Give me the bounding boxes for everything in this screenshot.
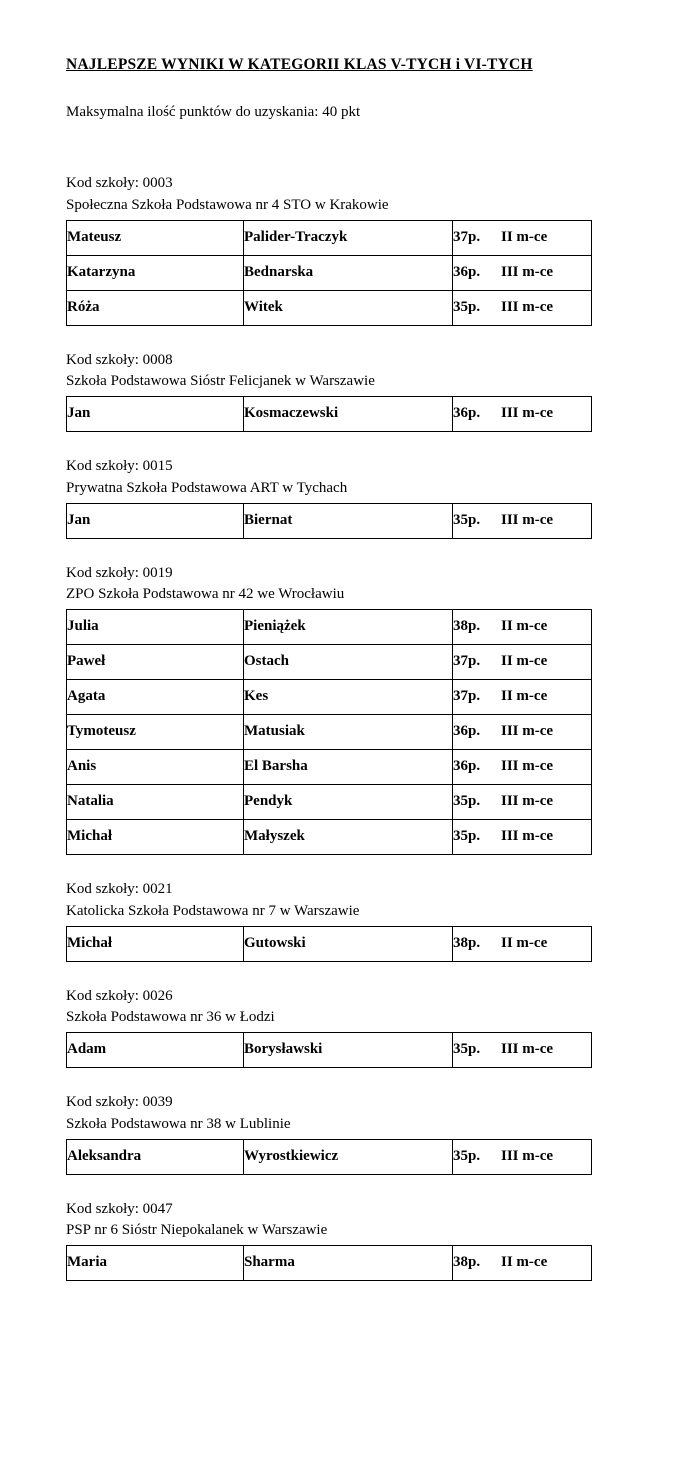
- results-table: [66, 926, 592, 962]
- points-value: 36p.: [453, 263, 481, 280]
- cell-first-name: Natalia: [67, 785, 244, 820]
- points-value: 35p.: [453, 298, 481, 315]
- points-place-wrapper: [453, 1148, 591, 1165]
- school-results-list: [66, 173, 638, 1281]
- cell-points-place: [453, 750, 592, 785]
- table-row: [67, 645, 592, 680]
- table-row: [67, 610, 592, 645]
- results-table: [66, 1032, 592, 1068]
- points-value: 36p.: [453, 723, 481, 739]
- table-row: [67, 1246, 592, 1281]
- cell-last-name: Wyrostkiewicz: [244, 1139, 453, 1174]
- cell-last-name: Biernat: [244, 503, 453, 538]
- school-block: [66, 986, 638, 1069]
- points-place-wrapper: [453, 1041, 591, 1058]
- cell-first-name: Agata: [67, 680, 244, 715]
- cell-points-place: [453, 715, 592, 750]
- school-code: Kod szkoły: 0003: [66, 175, 173, 191]
- cell-first-name: Jan: [67, 503, 244, 538]
- cell-first-name: Katarzyna: [67, 255, 244, 290]
- table-row: [67, 255, 592, 290]
- place-value: II m-ce: [501, 1254, 548, 1270]
- place-value: III m-ce: [501, 1147, 554, 1164]
- points-value: 35p.: [453, 1147, 481, 1164]
- cell-first-name: Adam: [67, 1033, 244, 1068]
- school-name: Prywatna Szkoła Podstawowa ART w Tychach: [66, 479, 348, 496]
- table-row: [67, 397, 592, 432]
- cell-last-name: Pieniążek: [244, 610, 453, 645]
- school-code: Kod szkoły: 0015: [66, 458, 173, 474]
- school-block: [66, 1199, 638, 1282]
- school-name: PSP nr 6 Sióstr Niepokalanek w Warszawie: [66, 1222, 328, 1239]
- points-place-wrapper: [453, 1254, 591, 1271]
- school-block: [66, 456, 638, 539]
- place-value: II m-ce: [501, 653, 548, 669]
- cell-last-name: Bednarska: [244, 255, 453, 290]
- points-value: 38p.: [453, 934, 481, 951]
- cell-last-name: Kosmaczewski: [244, 397, 453, 432]
- points-value: 38p.: [453, 1254, 481, 1270]
- place-value: III m-ce: [501, 793, 554, 809]
- place-value: III m-ce: [501, 1041, 554, 1057]
- cell-first-name: Róża: [67, 290, 244, 325]
- table-row: [67, 680, 592, 715]
- cell-first-name: Maria: [67, 1246, 244, 1281]
- school-block: [66, 1092, 638, 1175]
- school-code: Kod szkoły: 0021: [66, 881, 173, 897]
- cell-first-name: Julia: [67, 610, 244, 645]
- school-name: Szkoła Podstawowa nr 38 w Lublinie: [66, 1115, 291, 1132]
- cell-points-place: [453, 820, 592, 855]
- school-code: Kod szkoły: 0019: [66, 564, 173, 581]
- cell-points-place: [453, 290, 592, 325]
- cell-points-place: [453, 645, 592, 680]
- cell-last-name: Borysławski: [244, 1033, 453, 1068]
- points-place-wrapper: [453, 828, 591, 845]
- cell-points-place: [453, 926, 592, 961]
- school-name: Katolicka Szkoła Podstawowa nr 7 w Warszawie: [66, 902, 360, 919]
- school-code: Kod szkoły: 0039: [66, 1094, 173, 1110]
- points-value: 35p.: [453, 793, 481, 809]
- results-table: [66, 396, 592, 432]
- results-table: [66, 1245, 592, 1281]
- points-place-wrapper: [453, 405, 591, 422]
- place-value: III m-ce: [501, 511, 554, 528]
- school-code: Kod szkoły: 0047: [66, 1200, 173, 1217]
- points-place-wrapper: [453, 618, 591, 635]
- points-place-wrapper: [453, 688, 591, 705]
- cell-first-name: Tymoteusz: [67, 715, 244, 750]
- points-value: 36p.: [453, 758, 481, 774]
- cell-last-name: Matusiak: [244, 715, 453, 750]
- table-row: [67, 750, 592, 785]
- table-row: [67, 926, 592, 961]
- results-table: [66, 609, 592, 855]
- place-value: II m-ce: [501, 688, 548, 704]
- cell-points-place: [453, 503, 592, 538]
- results-table: [66, 503, 592, 539]
- table-row: [67, 820, 592, 855]
- points-value: 37p.: [453, 653, 481, 669]
- table-row: [67, 290, 592, 325]
- points-place-wrapper: [453, 793, 591, 810]
- results-table: [66, 1139, 592, 1175]
- cell-points-place: [453, 220, 592, 255]
- cell-last-name: Witek: [244, 290, 453, 325]
- cell-last-name: Małyszek: [244, 820, 453, 855]
- table-row: [67, 1033, 592, 1068]
- cell-last-name: El Barsha: [244, 750, 453, 785]
- cell-last-name: Palider-Traczyk: [244, 220, 453, 255]
- cell-points-place: [453, 680, 592, 715]
- school-block: [66, 173, 638, 326]
- points-value: 36p.: [453, 405, 481, 421]
- school-name: Szkoła Podstawowa Sióstr Felicjanek w Warszawie: [66, 373, 375, 390]
- place-value: II m-ce: [501, 618, 548, 634]
- cell-points-place: [453, 1033, 592, 1068]
- cell-points-place: [453, 255, 592, 290]
- cell-points-place: [453, 1246, 592, 1281]
- table-row: [67, 503, 592, 538]
- points-value: 37p.: [453, 688, 481, 704]
- cell-points-place: [453, 785, 592, 820]
- cell-points-place: [453, 397, 592, 432]
- cell-points-place: [453, 1139, 592, 1174]
- table-row: [67, 785, 592, 820]
- cell-last-name: Gutowski: [244, 926, 453, 961]
- school-block: [66, 350, 638, 433]
- points-value: 35p.: [453, 1041, 481, 1057]
- cell-first-name: Michał: [67, 926, 244, 961]
- page-title: NAJLEPSZE WYNIKI W KATEGORII KLAS V-TYCH i VI-TYCH: [66, 56, 533, 73]
- max-points-note: Maksymalna ilość punktów do uzyskania: 40 pkt: [66, 104, 361, 120]
- points-place-wrapper: [453, 653, 591, 670]
- points-place-wrapper: [453, 299, 591, 316]
- points-value: 37p.: [453, 228, 481, 245]
- school-name: Społeczna Szkoła Podstawowa nr 4 STO w Krakowie: [66, 196, 389, 213]
- place-value: III m-ce: [501, 298, 554, 315]
- table-row: [67, 715, 592, 750]
- place-value: III m-ce: [501, 405, 554, 421]
- table-row: [67, 220, 592, 255]
- cell-first-name: Anis: [67, 750, 244, 785]
- place-value: II m-ce: [501, 934, 548, 951]
- results-table: [66, 220, 592, 326]
- table-row: [67, 1139, 592, 1174]
- cell-points-place: [453, 610, 592, 645]
- school-code: Kod szkoły: 0026: [66, 987, 173, 1004]
- cell-first-name: Aleksandra: [67, 1139, 244, 1174]
- school-block: [66, 563, 638, 856]
- points-place-wrapper: [453, 935, 591, 952]
- cell-first-name: Mateusz: [67, 220, 244, 255]
- points-value: 35p.: [453, 828, 481, 844]
- cell-last-name: Sharma: [244, 1246, 453, 1281]
- points-place-wrapper: [453, 229, 591, 246]
- points-value: 35p.: [453, 511, 481, 528]
- school-block: [66, 879, 638, 962]
- points-place-wrapper: [453, 758, 591, 775]
- cell-last-name: Ostach: [244, 645, 453, 680]
- points-place-wrapper: [453, 264, 591, 281]
- cell-first-name: Michał: [67, 820, 244, 855]
- place-value: III m-ce: [501, 263, 554, 280]
- place-value: III m-ce: [501, 723, 554, 739]
- cell-first-name: Jan: [67, 397, 244, 432]
- points-value: 38p.: [453, 618, 481, 634]
- place-value: III m-ce: [501, 758, 554, 774]
- cell-last-name: Pendyk: [244, 785, 453, 820]
- points-place-wrapper: [453, 723, 591, 740]
- place-value: II m-ce: [501, 228, 548, 245]
- school-code: Kod szkoły: 0008: [66, 351, 173, 368]
- cell-last-name: Kes: [244, 680, 453, 715]
- school-name: ZPO Szkoła Podstawowa nr 42 we Wrocławiu: [66, 586, 345, 603]
- cell-first-name: Paweł: [67, 645, 244, 680]
- school-name: Szkoła Podstawowa nr 36 w Łodzi: [66, 1009, 275, 1026]
- place-value: III m-ce: [501, 828, 554, 844]
- points-place-wrapper: [453, 512, 591, 529]
